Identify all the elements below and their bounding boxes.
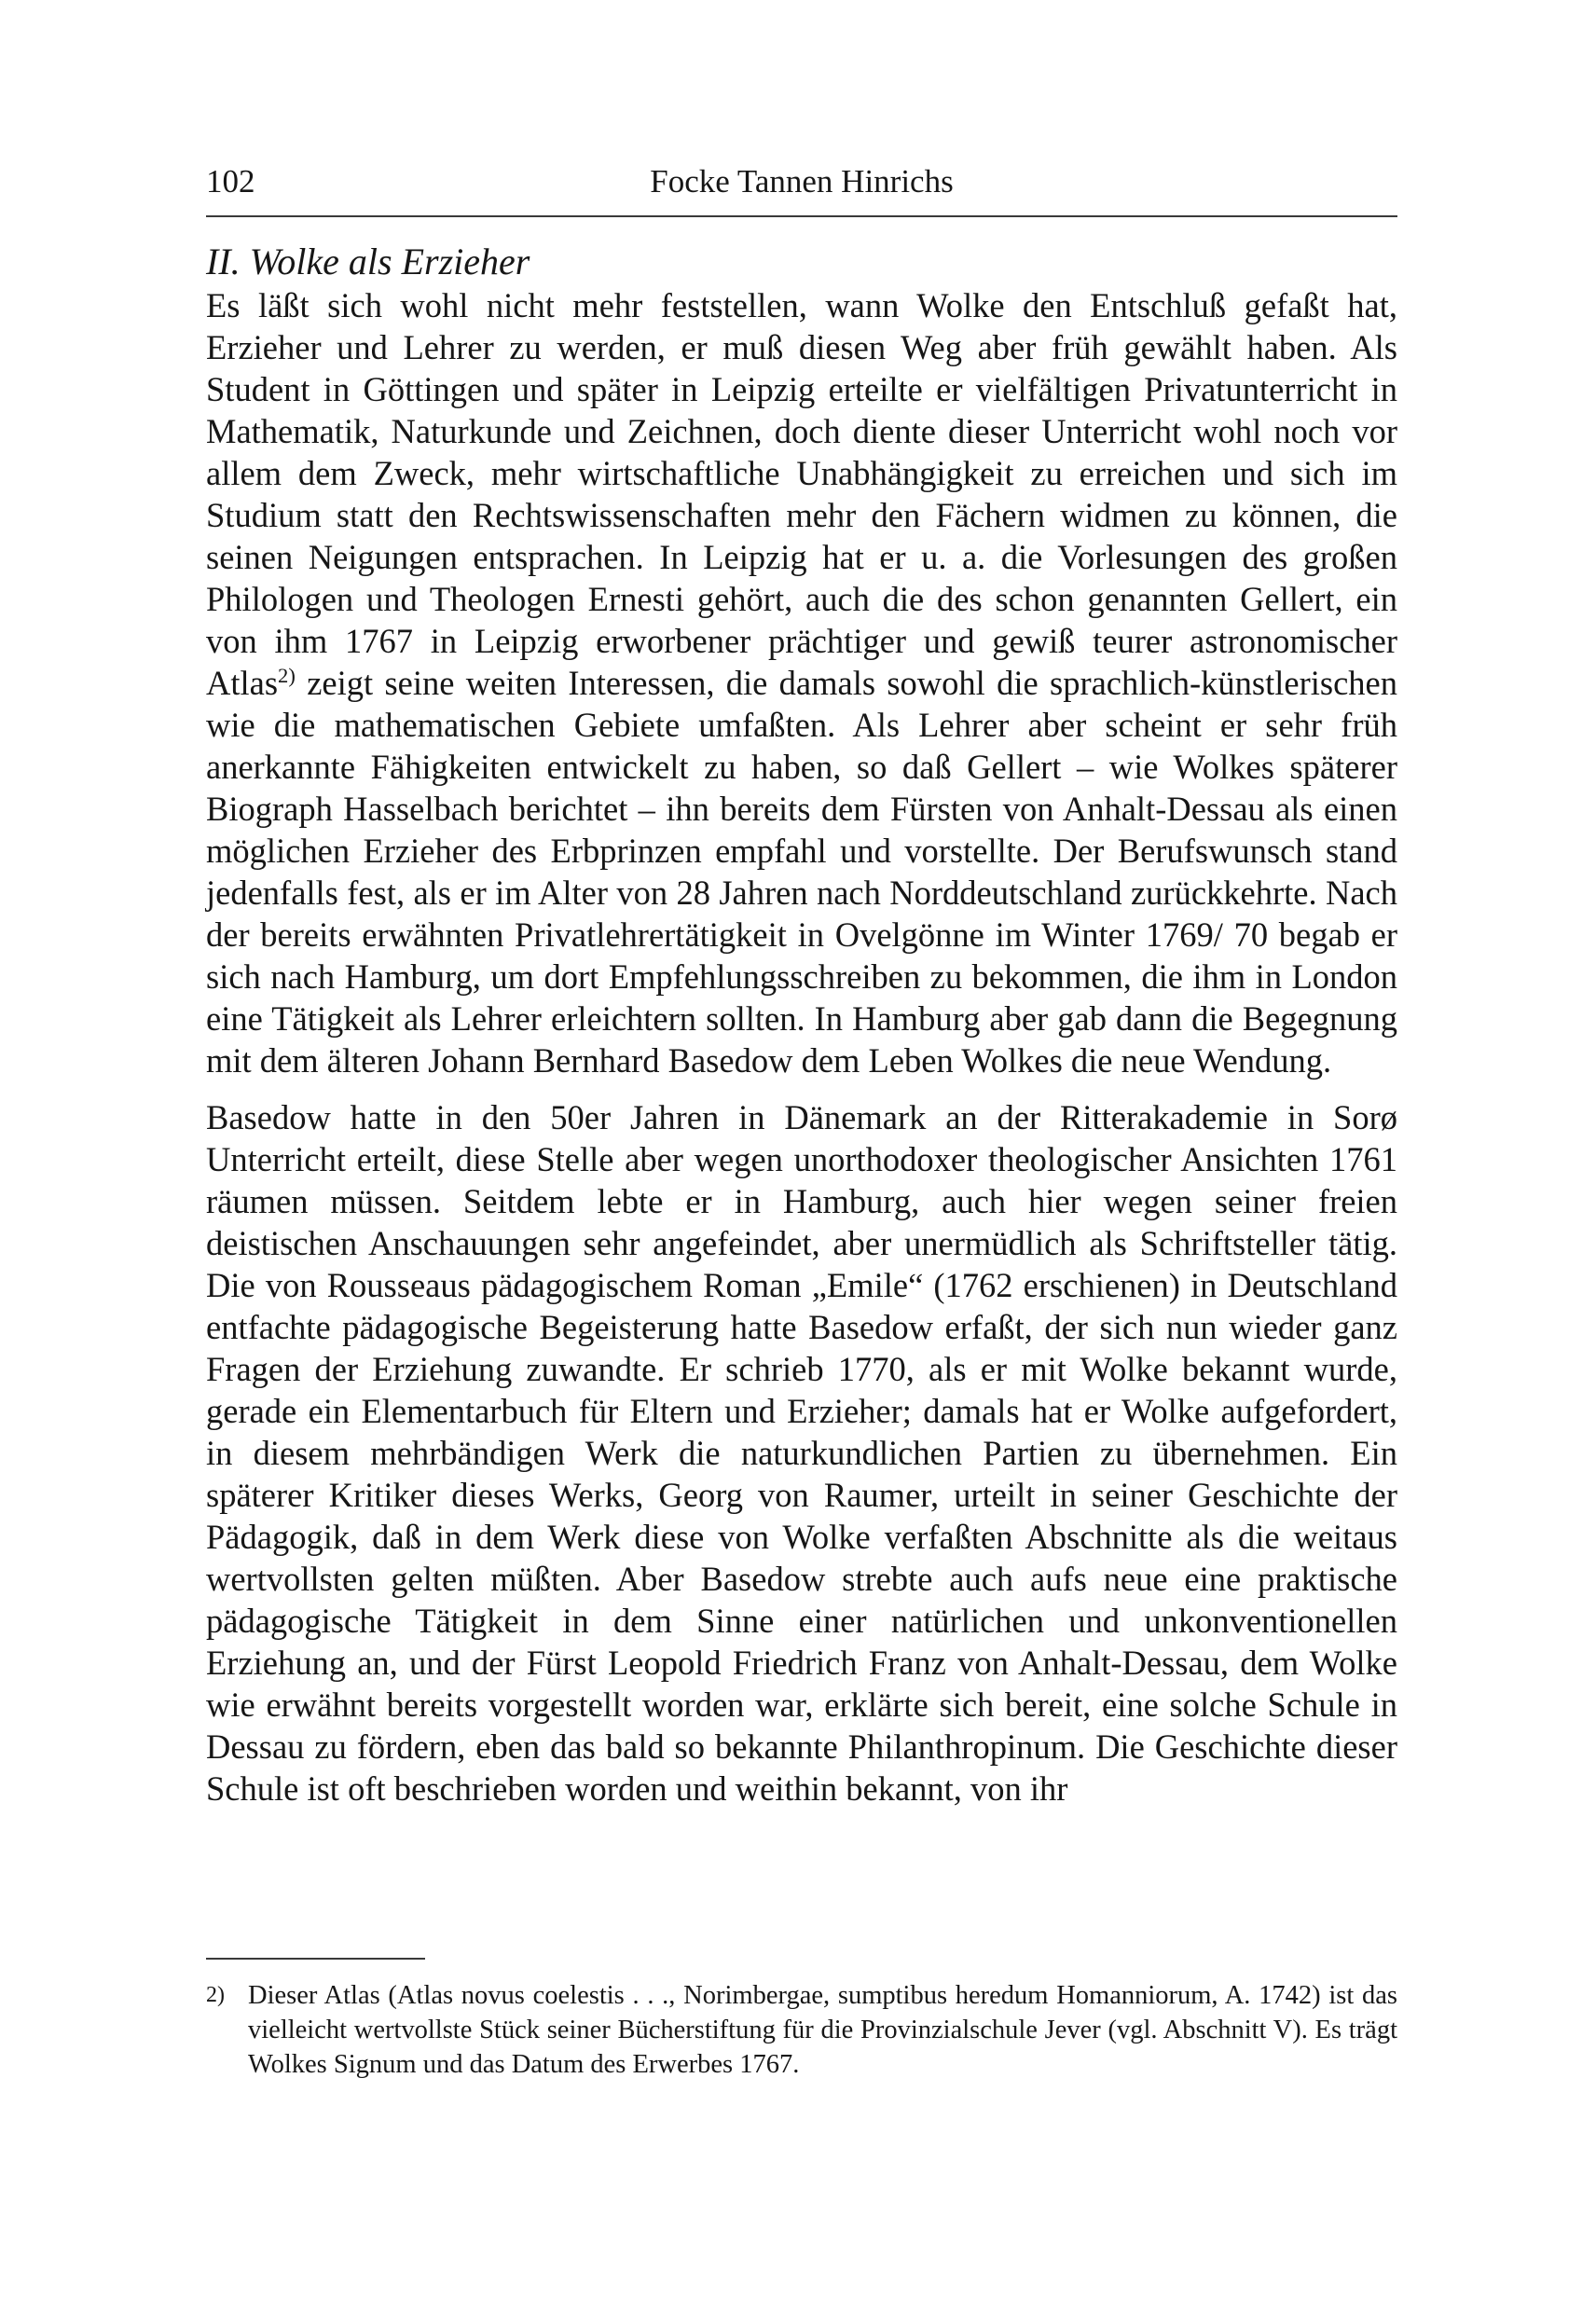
paragraph-text: zeigt seine weiten Interessen, die damals sowohl die sprachlich-künstlerischen wie die mathematischen Gebiete umfaßten. Als Lehrer aber scheint er sehr früh anerkannte Fähigkeiten entwickelt zu haben, so daß Gellert – wie Wolkes späterer Biograph Hasselbach berichtet – ihn bereits dem Fürsten von Anhalt-Dessau als einen möglichen Erzieher des Erbprinzen empfahl und vorstellte. Der Berufswunsch stand jedenfalls fest, als er im Alter von 28 Jahren nach Norddeutschland zurückkehrte. Nach der bereits erwähnten Privatlehrertätigkeit in Ovelgönne im Winter 1769/ 70 begab er sich nach Hamburg, um dort Empfehlungsschreiben zu bekommen, die ihm in London eine Tätigkeit als Lehrer erleichtern sollten. In Hamburg aber gab dann die Begegnung mit dem älteren Johann Bernhard Basedow dem Leben Wolkes die neue Wendung.: [206, 664, 1397, 1080]
paragraph: Basedow hatte in den 50er Jahren in Dänemark an der Ritterakademie in Sorø Unterricht erteilt, diese Stelle aber wegen unorthodoxer theologischer Ansichten 1761 räumen müssen. Seitdem lebte er in Hamburg, auch hier wegen seiner freien deistischen Anschauungen sehr angefeindet, aber unermüdlich als Schriftsteller tätig. Die von Rousseaus pädagogischem Roman „Emile“ (1762 erschienen) in Deutschland entfachte pädagogische Begeisterung hatte Basedow erfaßt, der sich nun wieder ganz Fragen der Erziehung zuwandte. Er schrieb 1770, als er mit Wolke bekannt wurde, gerade ein Elementarbuch für Eltern und Erzieher; damals hat er Wolke aufgefordert, in diesem mehrbändigen Werk die naturkundlichen Partien zu übernehmen. Ein späterer Kritiker dieses Werks, Georg von Raumer, urteilt in seiner Geschichte der Pädagogik, daß in dem Werk diese von Wolke verfaßten Abschnitte als die weitaus wertvollsten gelten müßten. Aber Basedow strebte auch aufs neue eine praktische pädagogische Tätigkeit in dem Sinne einer natürlichen und unkonventionellen Erziehung an, und der Fürst Leopold Friedrich Franz von Anhalt-Dessau, dem Wolke wie erwähnt bereits vorgestellt worden war, erklärte sich bereit, eine solche Schule in Dessau zu fördern, eben das bald so bekannte Philanthropinum. Die Geschichte dieser Schule ist oft beschrieben worden und weithin bekannt, von ihr: [206, 1098, 1397, 1808]
section-heading: II. Wolke als Erzieher: [206, 241, 530, 282]
header-rule: [206, 215, 1397, 217]
footnote-text: Dieser Atlas (Atlas novus coelestis . . ., Norimbergae, sumptibus heredum Homanniorum, A. 1742) ist das vielleicht wertvollste Stück seiner Bücherstiftung für die Provinzialschule Jever (vgl. Abschnitt V). Es trägt Wolkes Signum und das Datum des Erwerbes 1767.: [248, 1981, 1397, 2079]
footnote-rule: [206, 1958, 425, 1960]
running-title: Focke Tannen Hinrichs: [650, 163, 954, 200]
footnote-marker: 2): [206, 1983, 225, 2007]
running-head: [206, 158, 1397, 205]
footnote-reference: 2): [278, 663, 296, 687]
paragraph: [206, 284, 1397, 1081]
body-text: [206, 284, 1397, 1824]
paragraph-text: Es läßt sich wohl nicht mehr feststellen, wann Wolke den Entschluß gefaßt hat, Erzieher und Lehrer zu werden, er muß diesen Weg aber früh gewählt haben. Als Student in Göttingen und später in Leipzig erteilte er vielfältigen Privatunterricht in Mathematik, Naturkunde und Zeichnen, doch diente dieser Unterricht wohl noch vor allem dem Zweck, mehr wirtschaftliche Unabhängigkeit zu erreichen und sich im Studium statt den Rechtswissenschaften mehr den Fächern widmen zu können, die seinen Neigungen entsprachen. In Leipzig hat er u. a. die Vorlesungen des großen Philologen und Theologen Ernesti gehört, auch die des schon genannten Gellert, ein von ihm 1767 in Leipzig erworbener prächtiger und gewiß teurer astronomischer Atlas: [206, 286, 1397, 702]
page-number: 102: [206, 163, 255, 200]
footnotes: [206, 1978, 1397, 2082]
footnote: [206, 1978, 1397, 2082]
